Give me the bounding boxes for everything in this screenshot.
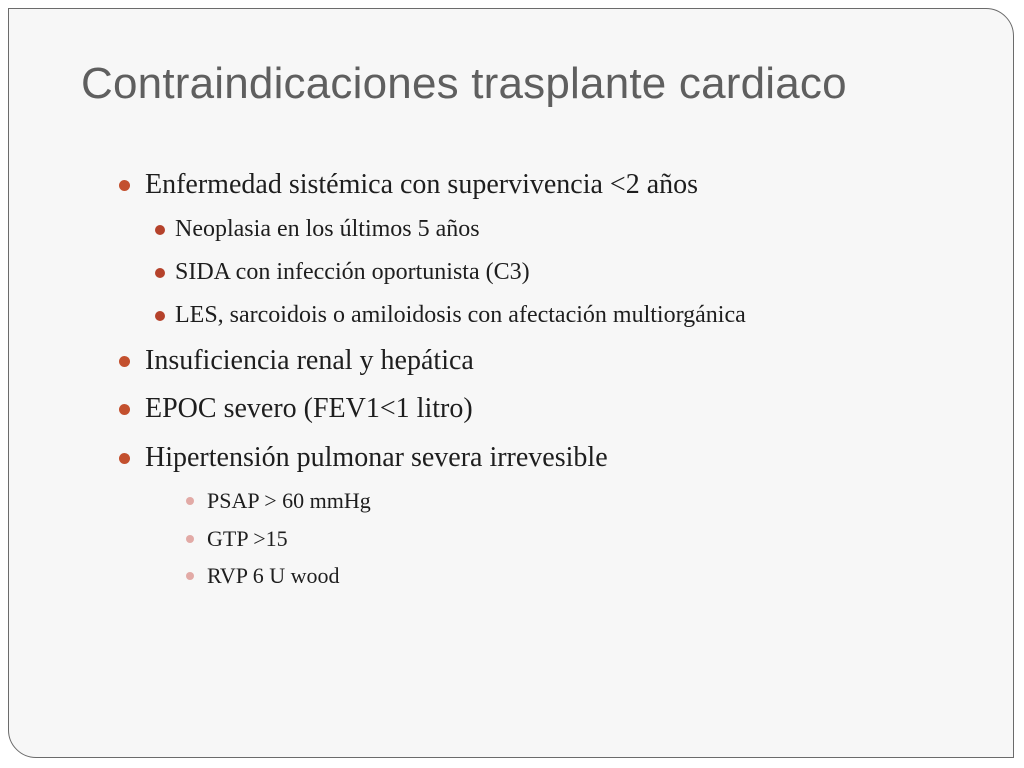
bullet-dot-icon [119, 404, 130, 415]
sub-bullet-item [207, 563, 340, 589]
sub-bullet-item [175, 216, 480, 243]
bullet-item [145, 345, 474, 377]
bullet-dot-icon [186, 535, 194, 543]
sub-bullet-text: LES, sarcoidois o amiloidosis con afectación multiorgánica [175, 302, 746, 328]
sub-bullet-text: PSAP > 60 mmHg [207, 488, 371, 513]
slide [8, 8, 1014, 758]
bullet-dot-icon [186, 572, 194, 580]
sub-bullet-item [175, 259, 530, 286]
bullet-text: Enfermedad sistémica con supervivencia <2 años [145, 169, 699, 200]
sub-bullet-item [207, 526, 288, 552]
sub-bullet-text: GTP >15 [207, 526, 288, 551]
bullet-dot-icon [155, 268, 165, 278]
sub-bullet-item [207, 488, 371, 514]
slide-content [9, 9, 1013, 757]
bullet-item [145, 442, 608, 474]
bullet-dot-icon [119, 453, 130, 464]
sub-bullet-text: SIDA con infección oportunista (C3) [175, 259, 530, 285]
sub-bullet-text: Neoplasia en los últimos 5 años [175, 216, 480, 242]
bullet-text: Hipertensión pulmonar severa irrevesible [145, 442, 608, 473]
bullet-dot-icon [119, 180, 130, 191]
sub-bullet-text: RVP 6 U wood [207, 563, 340, 588]
bullet-dot-icon [155, 311, 165, 321]
bullet-text: Insuficiencia renal y hepática [145, 345, 474, 376]
bullet-dot-icon [155, 225, 165, 235]
bullet-item [145, 169, 698, 201]
bullet-text: EPOC severo (FEV1<1 litro) [145, 393, 473, 424]
bullet-dot-icon [119, 356, 130, 367]
bullet-dot-icon [186, 497, 194, 505]
slide-title: Contraindicaciones trasplante cardiaco [81, 59, 847, 108]
sub-bullet-item [175, 302, 746, 329]
bullet-item [145, 393, 473, 425]
